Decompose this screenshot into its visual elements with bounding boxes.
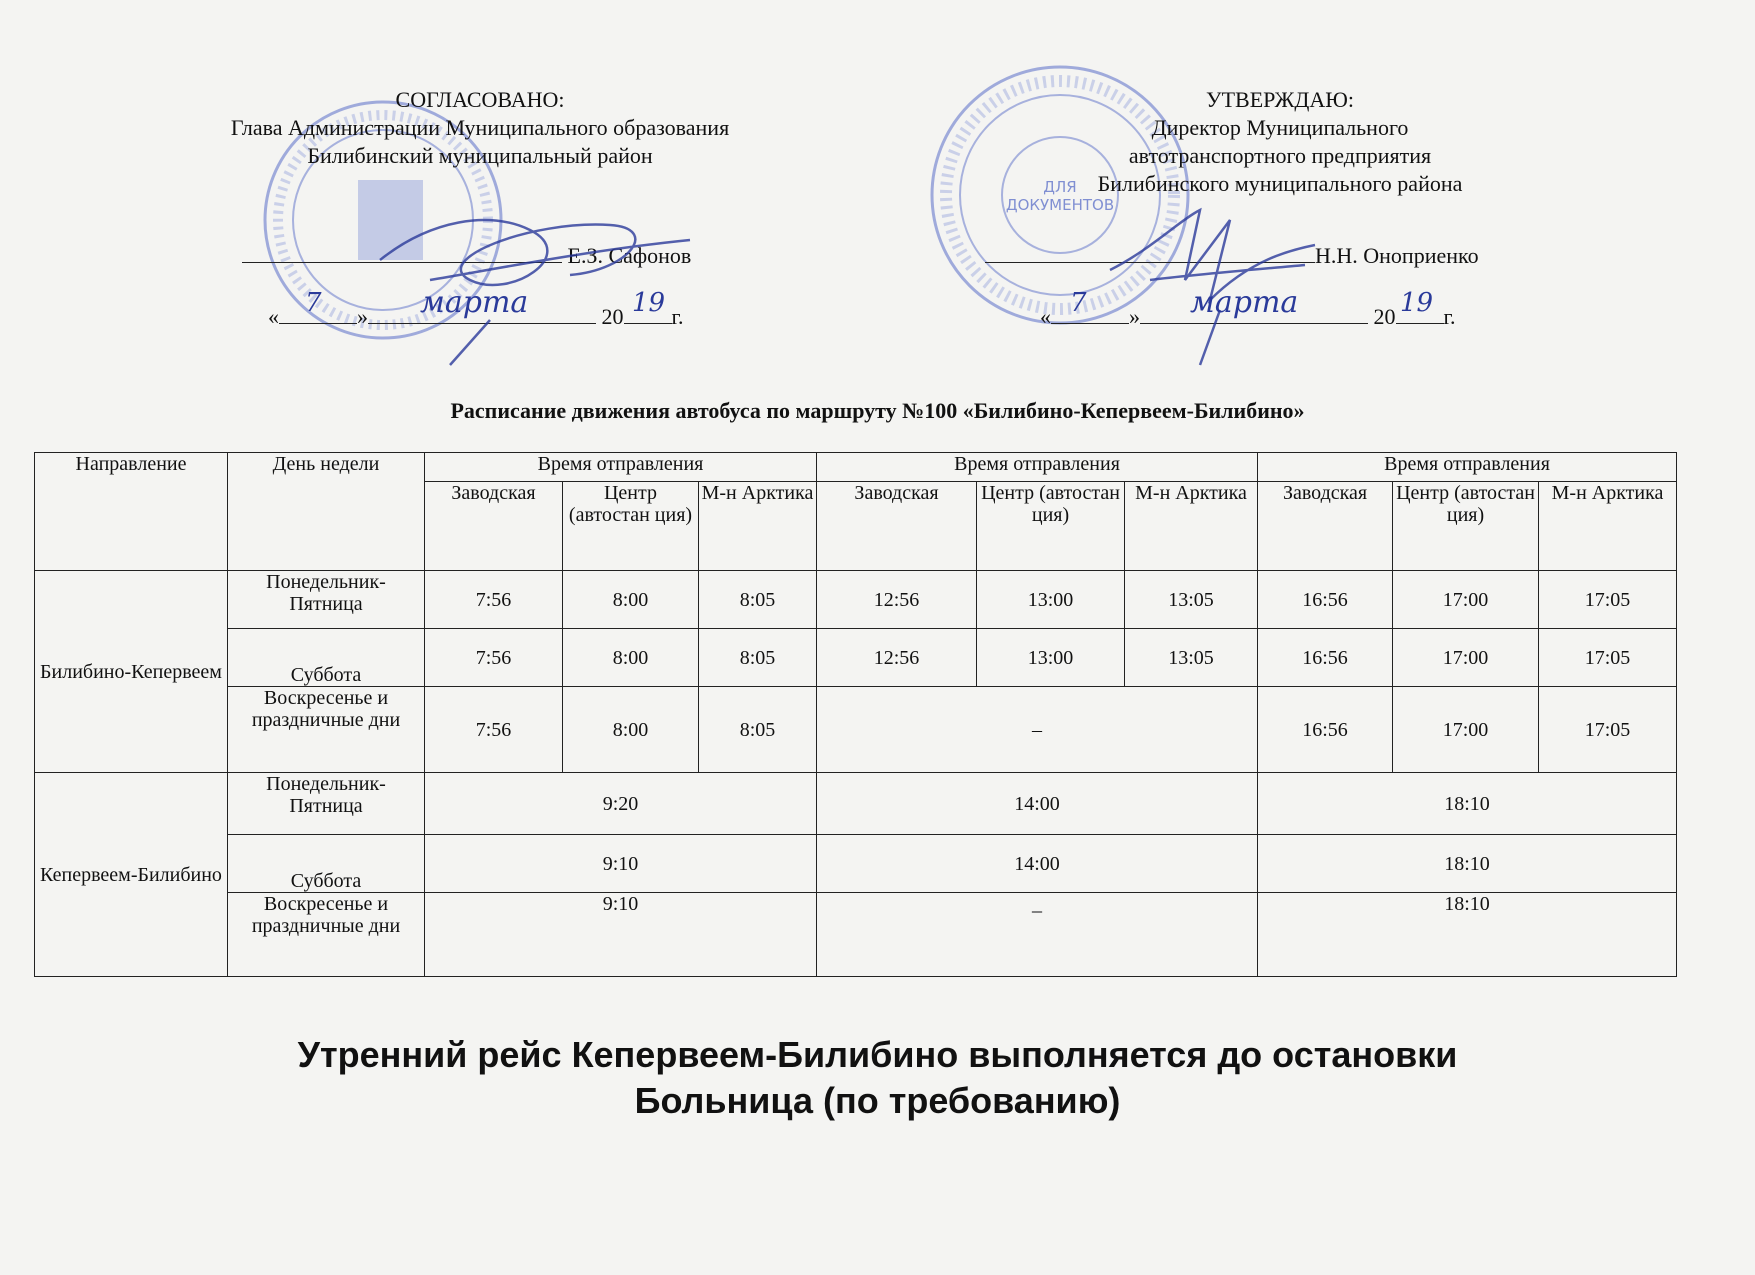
time-cell: 8:00 [563, 687, 699, 773]
signature-line-right [985, 242, 1479, 269]
approval-line: автотранспортного предприятия [1128, 143, 1432, 168]
day-cell: Воскресенье и праздничные дни [228, 893, 425, 977]
note-line: Больница (по требованию) [634, 1080, 1121, 1121]
header-time-group: Время отправления [425, 453, 817, 482]
approval-line: Глава Администрации Муниципального образования [230, 115, 730, 140]
time-cell: 7:56 [425, 629, 563, 687]
handwritten-month-left: марта [420, 285, 529, 320]
time-cell: 7:56 [425, 571, 563, 629]
time-cell: 17:05 [1539, 687, 1677, 773]
time-cell: 9:10 [425, 835, 817, 893]
time-cell: 16:56 [1258, 687, 1393, 773]
handwritten-year-right: 19 [1400, 288, 1434, 318]
time-cell: 18:10 [1258, 893, 1677, 977]
time-cell: 16:56 [1258, 571, 1393, 629]
approval-heading: УТВЕРЖДАЮ: [1206, 87, 1354, 112]
note-line: Утренний рейс Кепервеем-Билибино выполняется до остановки [297, 1034, 1458, 1075]
day-cell: Суббота [228, 629, 425, 687]
approval-block-right [970, 86, 1590, 198]
time-cell: 13:05 [1125, 571, 1258, 629]
time-cell: 17:00 [1393, 629, 1539, 687]
signer-name: Н.Н. Оноприенко [1315, 243, 1479, 268]
header-time-group: Время отправления [817, 453, 1258, 482]
time-cell: 16:56 [1258, 629, 1393, 687]
time-cell: 18:10 [1258, 835, 1677, 893]
table-row [35, 773, 1677, 835]
handwritten-day-right: 7 [1070, 288, 1087, 318]
signature-blank [242, 242, 562, 263]
time-cell: 14:00 [817, 835, 1258, 893]
date-line-left: « » 20 г. [268, 304, 684, 329]
header-stop: М-н Арктика [1125, 482, 1258, 571]
time-cell: 17:00 [1393, 571, 1539, 629]
time-cell: 13:00 [977, 571, 1125, 629]
time-cell: 8:00 [563, 629, 699, 687]
approval-block-left [150, 86, 810, 170]
approval-heading: СОГЛАСОВАНО: [395, 87, 565, 112]
date-line-right: « » 20 г. [1040, 304, 1456, 329]
route-note [0, 1032, 1755, 1124]
header-stop: Центр (автостан ция) [1393, 482, 1539, 571]
table-row [35, 629, 1677, 687]
header-stop: Заводская [817, 482, 977, 571]
header-stop: Центр (автостан ция) [563, 482, 699, 571]
time-cell: 14:00 [817, 773, 1258, 835]
time-cell: 9:10 [425, 893, 817, 977]
svg-text:ДЛЯ: ДЛЯ [1043, 178, 1077, 196]
time-cell: 17:05 [1539, 629, 1677, 687]
signature-right [1090, 190, 1320, 370]
header-stop: Заводская [425, 482, 563, 571]
time-cell: 9:20 [425, 773, 817, 835]
header-stop: М-н Арктика [699, 482, 817, 571]
time-cell: 8:00 [563, 571, 699, 629]
time-cell: 17:00 [1393, 687, 1539, 773]
day-cell: Суббота [228, 835, 425, 893]
table-row [35, 571, 1677, 629]
time-cell: 18:10 [1258, 773, 1677, 835]
signer-name: Е.З. Сафонов [567, 243, 692, 268]
header-time-group: Время отправления [1258, 453, 1677, 482]
signature-line-left [242, 242, 691, 269]
header-stop: М-н Арктика [1539, 482, 1677, 571]
time-cell: 13:00 [977, 629, 1125, 687]
document-title: Расписание движения автобуса по маршруту №100 «Билибино-Кепервеем-Билибино» [450, 398, 1305, 423]
signature-blank [985, 242, 1315, 263]
approval-line: Билибинского муниципального района [1097, 171, 1463, 196]
direction-cell: Билибино-Кепервеем [35, 571, 228, 773]
header-stop: Заводская [1258, 482, 1393, 571]
handwritten-year-left: 19 [632, 288, 666, 318]
header-stop: Центр (автостан ция) [977, 482, 1125, 571]
approval-line: Билибинский муниципальный район [307, 143, 653, 168]
approval-line: Директор Муниципального [1151, 115, 1409, 140]
direction-cell: Кепервеем-Билибино [35, 773, 228, 977]
time-cell: 8:05 [699, 629, 817, 687]
svg-text:ДОКУМЕНТОВ: ДОКУМЕНТОВ [1005, 196, 1115, 214]
day-cell: Понедельник-Пятница [228, 773, 425, 835]
time-cell: 12:56 [817, 629, 977, 687]
time-cell: 7:56 [425, 687, 563, 773]
time-cell: 8:05 [699, 571, 817, 629]
schedule-table [34, 452, 1677, 977]
day-cell: Понедельник-Пятница [228, 571, 425, 629]
table-row [35, 835, 1677, 893]
table-row [35, 893, 1677, 977]
time-cell: 13:05 [1125, 629, 1258, 687]
handwritten-day-left: 7 [305, 288, 322, 318]
handwritten-month-right: марта [1190, 285, 1299, 320]
time-cell: 17:05 [1539, 571, 1677, 629]
header-direction: Направление [35, 453, 228, 571]
header-day: День недели [228, 453, 425, 571]
day-cell: Воскресенье и праздничные дни [228, 687, 425, 773]
time-cell: 12:56 [817, 571, 977, 629]
time-cell-none: _ [817, 893, 1258, 977]
time-cell: 8:05 [699, 687, 817, 773]
time-cell-none: – [817, 687, 1258, 773]
table-row [35, 687, 1677, 773]
